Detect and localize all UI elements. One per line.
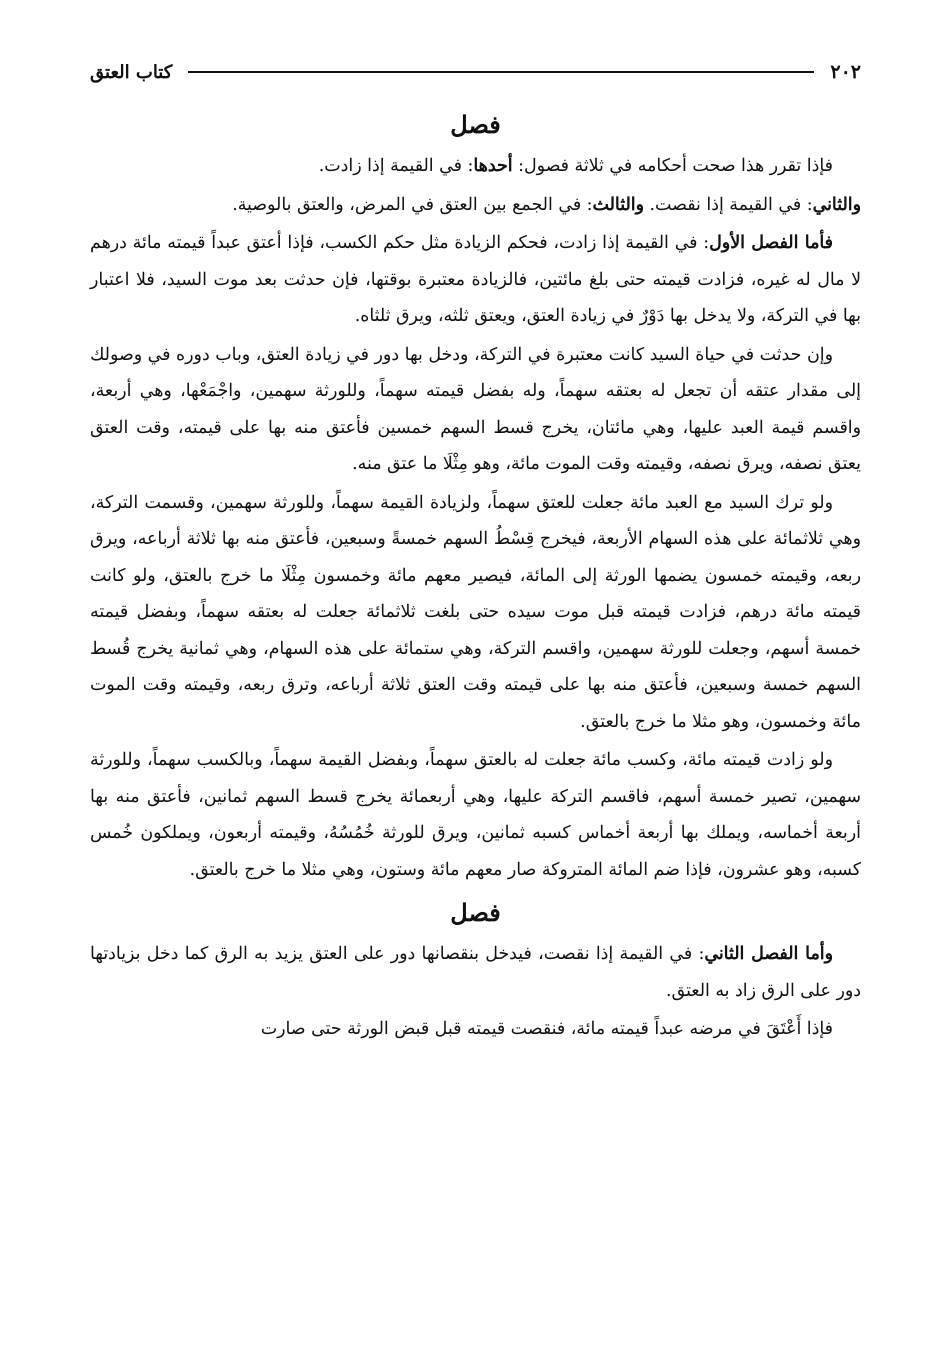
paragraph xyxy=(90,148,861,185)
paragraph-text: : في القيمة إذا زادت. xyxy=(318,156,474,176)
bold-term: فأما الفصل الأول xyxy=(709,233,833,253)
running-header xyxy=(90,52,861,92)
paragraph-text: : في القيمة إذا زادت، فحكم الزيادة مثل حكم الكسب، فإذا أعتق عبداً قيمته مائة درهم لا مال له غيره، فزادت قيمته حتى بلغ مائتين، فالزيادة معتبرة بوقتها، فإن حدثت بعد موت السيد، فلا اعتبار بها في التركة، ولا يدخل بها دَوْرٌ في زيادة العتق، ويعتق ثلثه، ويرق ثلثاه. xyxy=(90,233,861,326)
paragraph xyxy=(90,337,861,483)
paragraph-text: : في القيمة إذا نقصت، فيدخل بنقصانها دور على العتق يزيد به الرق كما دخل بزيادتها دور على الرق زاد به العتق. xyxy=(90,944,861,1001)
section-heading: فصل xyxy=(450,110,501,139)
paragraph-text: : في القيمة إذا نقصت. xyxy=(643,194,813,215)
section-heading: فصل xyxy=(450,898,501,927)
book-page xyxy=(90,52,861,1372)
bold-term: والثالث xyxy=(592,194,644,215)
paragraph-text: ولو زادت قيمته مائة، وكسب مائة جعلت له بالعتق سهماً، وبفضل القيمة سهماً، وبالكسب سهماً، وللورثة سهمين، تصير خمسة أسهم، فاقسم التركة عليها، وهي أربعمائة يخرج قسط السهم ثمانين، فأعتق منه بها أربعة أخماسه، ويملك بها أربعة أخماس كسبه ثمانين، ويرق للورثة خُمُسُهُ، وقيمته أربعون، ويملكون خُمس كسبه، وهو عشرون، فإذا ضم المائة المتروكة صار معهم مائة وستون، وهي مثلا ما خرج بالعتق. xyxy=(90,750,861,880)
paragraph xyxy=(90,225,861,335)
paragraph xyxy=(90,936,861,1009)
bold-term: والثاني xyxy=(812,194,861,215)
paragraph xyxy=(90,742,861,888)
bold-term: وأما الفصل الثاني xyxy=(704,944,834,964)
paragraph-text: : في الجمع بين العتق في المرض، والعتق بالوصية. xyxy=(232,194,593,215)
paragraph xyxy=(90,1011,861,1048)
page-number: ٢٠٢ xyxy=(830,61,861,83)
paragraph-text: وإن حدثت في حياة السيد كانت معتبرة في التركة، ودخل بها دور في زيادة العتق، وباب دوره في وصولك إلى مقدار عتقه أن تجعل له بعتقه سهماً، وله بفضل قيمته سهماً، وللورثة سهمين، واجْمَعْها، وهي أربعة، واقسم قيمة العبد عليها، وهي مائتان، يخرج قسط السهم خمسين فأعتق منه بها على قيمته، وقت العتق يعتق نصفه، ويرق نصفه، وقيمته وقت الموت مائة، وهو مِثْلَا ما عتق منه. xyxy=(90,344,861,474)
header-rule xyxy=(188,71,814,73)
paragraph-text: ولو ترك السيد مع العبد مائة جعلت للعتق سهماً، ولزيادة القيمة سهماً، وللورثة سهمين، وقسمت التركة، وهي ثلاثمائة على هذه السهام الأربعة، فيخرج قِسْطُ السهم خمسةً وسبعين، فأعتق منه بها ثلاثة أرباعه، ويرق ربعه، وقيمته خمسون يضمها الورثة إلى المائة، فيصير معهم مائة وخمسون مِثْلَا ما خرج بالعتق، ولو كانت قيمته مائة درهم، فزادت قيمته قبل موت سيده حتى بلغت ثلاثمائة جعلت له بعتقه سهماً، وبفضل قيمته خمسة أسهم، وجعلت للورثة سهمين، واقسم التركة، وهي ستمائة على هذه السهام، وهي ثمانية يخرج قُسط السهم خمسة وسبعين، فأعتق منه بها على قيمته وقت العتق ثلاثة أرباعه، وترق ربعه، وقيمته وقت الموت مائة وخمسون، وهو مثلا ما خرج بالعتق. xyxy=(90,492,861,732)
paragraph-text: فإذا تقرر هذا صحت أحكامه في ثلاثة فصول: xyxy=(512,156,833,176)
book-title: كتاب العتق xyxy=(90,61,173,83)
paragraph-text: فإذا أَعْتَقَ في مرضه عبداً قيمته مائة، فنقصت قيمته قبل قبض الورثة حتى صارت xyxy=(260,1019,833,1039)
bold-term: أحدها xyxy=(473,156,513,176)
paragraph xyxy=(90,485,861,741)
paragraph xyxy=(90,187,861,224)
